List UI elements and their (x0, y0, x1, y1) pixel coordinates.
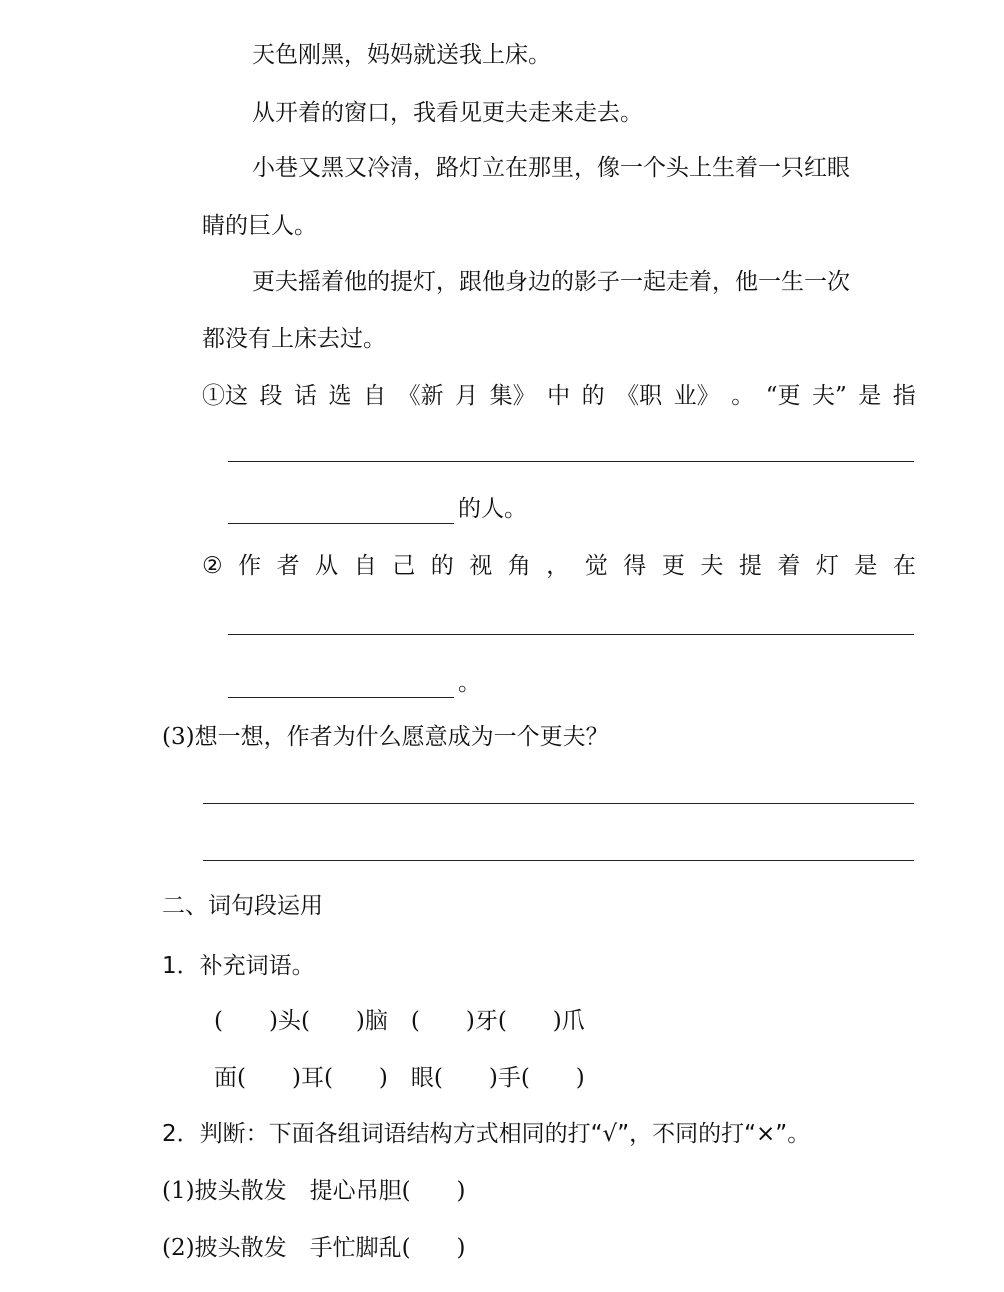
question-1-char: 选 (328, 383, 352, 409)
question-1-char: ①这 (202, 383, 248, 409)
question-2-prompt (202, 551, 916, 581)
question-2-char: 是 (854, 553, 878, 579)
question-2-suffix: 。 (458, 670, 481, 696)
passage-paragraph-4-line-1: 更夫摇着他的提灯，跟他身边的影子一起走着，他一生一次 (252, 269, 850, 295)
answer-blank-line[interactable] (228, 461, 914, 462)
question-1-char: 业》 (673, 383, 720, 409)
passage-paragraph-2: 从开着的窗口，我看见更夫走来走去。 (252, 100, 643, 126)
question-1-char: “更 (765, 383, 801, 409)
question-2-char: ② (202, 553, 223, 579)
question-2-char: 的 (430, 553, 454, 579)
question-2-char: 视 (469, 553, 493, 579)
question-2-char: ， (546, 553, 570, 579)
passage-paragraph-1: 天色刚黑，妈妈就送我上床。 (252, 42, 551, 68)
question-2-char: 在 (892, 553, 916, 579)
passage-paragraph-4-line-2: 都没有上床去过。 (202, 326, 386, 352)
question-2-char: 觉 (584, 553, 608, 579)
section-2-heading: 二、词句段运用 (162, 893, 323, 919)
item-2-label: 2．判断：下面各组词语结构方式相同的打“√”，不同的打“×”。 (162, 1121, 811, 1147)
question-2-char: 从 (315, 553, 339, 579)
question-1-suffix: 的人。 (458, 496, 527, 522)
question-2-char: 提 (738, 553, 762, 579)
question-2-char: 夫 (700, 553, 724, 579)
passage-paragraph-3-line-2: 睛的巨人。 (202, 213, 317, 239)
question-1-char: 中 (547, 383, 571, 409)
question-1-char: 自 (363, 383, 387, 409)
item-1-row-1: ( )头( )脑 ( )牙( )爪 (214, 1008, 585, 1034)
item-1-label: 1．补充词语。 (162, 953, 315, 979)
question-1-char: 指 (892, 383, 916, 409)
item-2-sub-2: (2)披头散发 手忙脚乱( ) (162, 1235, 466, 1261)
question-1-char: 《新 (397, 383, 444, 409)
answer-blank-line[interactable] (203, 803, 914, 804)
answer-blank-inline[interactable] (228, 673, 454, 698)
question-2-char: 己 (392, 553, 416, 579)
question-1-continuation (228, 494, 527, 524)
question-1-char: 是 (858, 383, 882, 409)
question-1-char: 月 (455, 383, 479, 409)
question-2-char: 者 (276, 553, 300, 579)
question-3-prompt: (3)想一想，作者为什么愿意成为一个更夫？ (162, 724, 609, 750)
question-2-char: 得 (623, 553, 647, 579)
question-1-char: 话 (294, 383, 318, 409)
question-1-char: 。 (731, 383, 755, 409)
question-1-char: 段 (259, 383, 283, 409)
question-2-char: 更 (661, 553, 685, 579)
question-1-char: 的 (581, 383, 605, 409)
question-2-char: 角 (507, 553, 531, 579)
question-2-char: 灯 (815, 553, 839, 579)
item-1-row-2: 面( )耳( ) 眼( )手( ) (214, 1065, 585, 1091)
question-1-char: 《职 (616, 383, 663, 409)
item-2-sub-1: (1)披头散发 提心吊胆( ) (162, 1178, 466, 1204)
question-1-char: 夫” (811, 383, 847, 409)
question-1-prompt (202, 381, 916, 411)
question-2-char: 自 (353, 553, 377, 579)
question-2-continuation (228, 668, 481, 698)
question-2-char: 着 (777, 553, 801, 579)
answer-blank-inline[interactable] (228, 499, 454, 524)
passage-paragraph-3-line-1: 小巷又黑又冷清，路灯立在那里，像一个头上生着一只红眼 (252, 155, 850, 181)
question-2-char: 作 (238, 553, 262, 579)
question-1-char: 集》 (489, 383, 536, 409)
answer-blank-line[interactable] (203, 860, 914, 861)
answer-blank-line[interactable] (228, 634, 914, 635)
